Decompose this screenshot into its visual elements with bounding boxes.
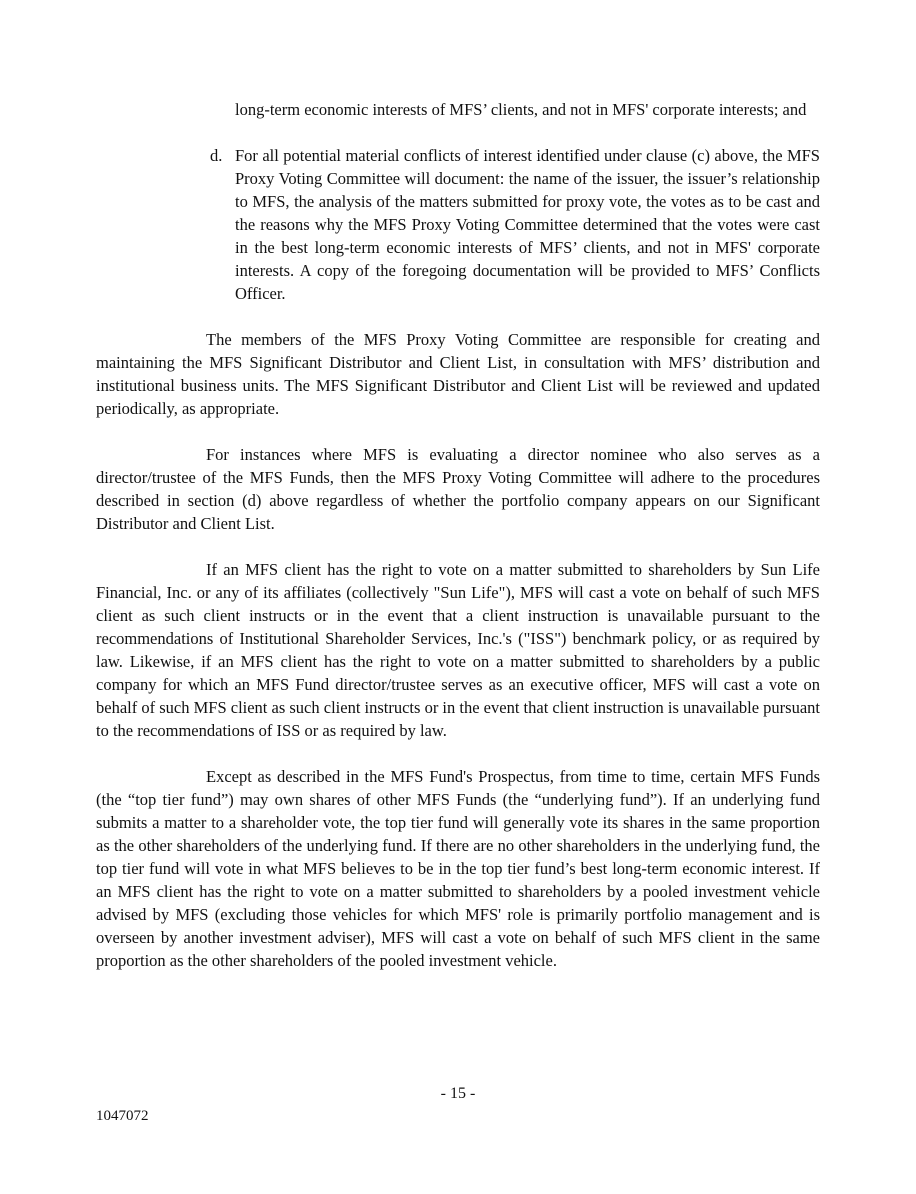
list-item-d-marker: d. [210, 146, 223, 165]
clause-c-continuation-text: long-term economic interests of MFS’ clients, and not in MFS' corporate interests; and [235, 100, 807, 119]
paragraph-members-committee: The members of the MFS Proxy Voting Committee are responsible for creating and maintaining the MFS Significant Distributor and Client List, in consultation with MFS’ distribution and institutional business units. The MFS Significant Distributor and Client List will be reviewed and updated periodically, as appropriate. [96, 330, 820, 418]
document-body [96, 98, 820, 972]
list-item-d [96, 144, 820, 305]
page-number: - 15 - [440, 1085, 476, 1102]
paragraph-top-tier-fund: Except as described in the MFS Fund's Prospectus, from time to time, certain MFS Funds (the “top tier fund”) may own shares of other MFS Funds (the “underlying fund”). If an underlying fund submits a matter to a shareholder vote, the top tier fund will generally vote its shares in the same proportion as the other shareholders of the underlying fund. If there are no other shareholders in the underlying fund, the top tier fund will vote in what MFS believes to be in the top tier fund’s best long-term economic interest. If an MFS client has the right to vote on a matter submitted to shareholders by a pooled investment vehicle advised by MFS (excluding those vehicles for which MFS' role is primarily portfolio management and is overseen by another investment adviser), MFS will cast a vote on behalf of such MFS client in the same proportion as the other shareholders of the pooled investment vehicle. [96, 767, 820, 970]
document-number: 1047072 [96, 1108, 149, 1124]
paragraph-director-nominee: For instances where MFS is evaluating a director nominee who also serves as a director/trustee of the MFS Funds, then the MFS Proxy Voting Committee will adhere to the procedures described in section (d) above regardless of whether the portfolio company appears on our Significant Distributor and Client List. [96, 445, 820, 533]
paragraph-sun-life-voting: If an MFS client has the right to vote on a matter submitted to shareholders by Sun Life Financial, Inc. or any of its affiliates (collectively "Sun Life"), MFS will cast a vote on behalf of such MFS client as such client instructs or in the event that a client instruction is unavailable pursuant to the recommendations of Institutional Shareholder Services, Inc.'s ("ISS") benchmark policy, or as required by law. Likewise, if an MFS client has the right to vote on a matter submitted to shareholders by a public company for which an MFS Fund director/trustee serves as an executive officer, MFS will cast a vote on behalf of such MFS client as such client instructs or in the event that client instruction is unavailable pursuant to the recommendations of ISS or as required by law. [96, 560, 821, 740]
list-item-d-text: For all potential material conflicts of interest identified under clause (c) above, the MFS Proxy Voting Committee will document: the name of the issuer, the issuer’s relationship to MFS, the analysis of the matters submitted for proxy vote, the votes as to be cast and the reasons why the MFS Proxy Voting Committee determined that the votes were cast in the best long-term economic interests of MFS’ clients, and not in MFS' corporate interests. A copy of the foregoing documentation will be provided to MFS’ Conflicts Officer. [235, 146, 820, 303]
